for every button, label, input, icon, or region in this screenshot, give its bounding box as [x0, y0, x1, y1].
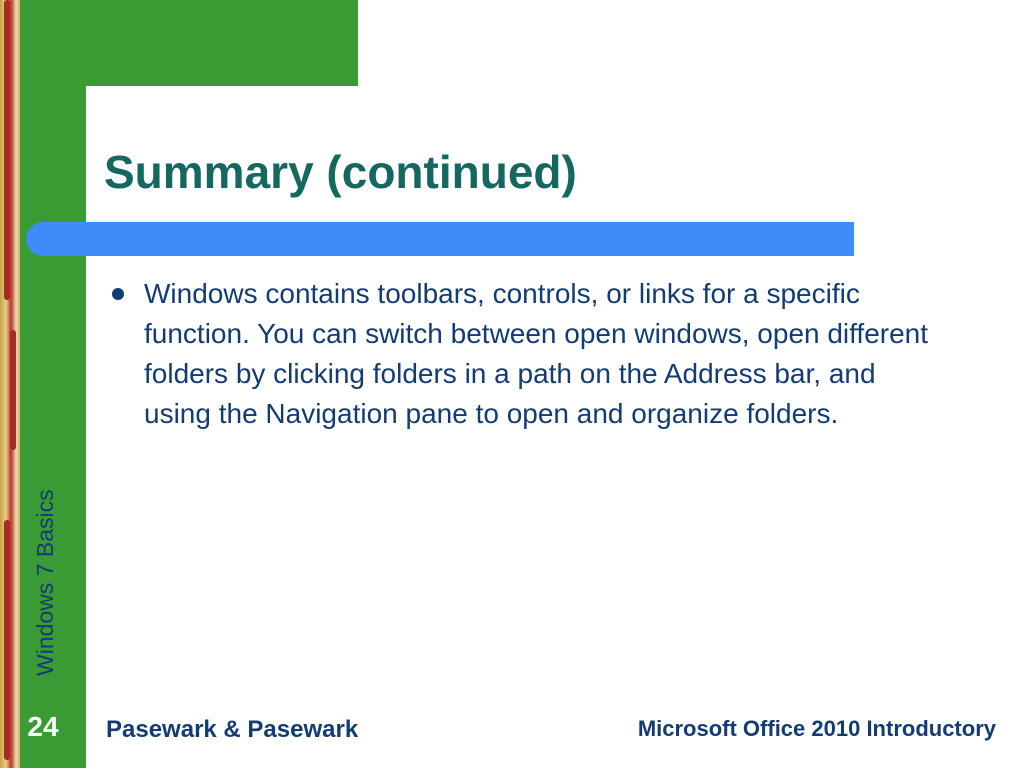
footer-author: Pasewark & Pasewark — [106, 716, 359, 743]
bullet-item — [104, 274, 934, 434]
footer-book-title: Microsoft Office 2010 Introductory — [637, 716, 996, 741]
slide-title: Summary (continued) — [104, 146, 577, 198]
page-number: 24 — [27, 711, 59, 742]
bullet-text: Windows contains toolbars, controls, or links for a specific function. You can switch between open windows, open different folders by clicking folders in a path on the Address bar, and using the Navigation pane to open and organize folders. — [144, 278, 929, 429]
tulip-decoration-image — [0, 0, 20, 768]
content-panel-corner — [86, 86, 146, 146]
side-label: Windows 7 Basics — [32, 489, 58, 676]
bullet-dot-icon — [112, 288, 124, 300]
title-underline-bar — [26, 222, 854, 256]
bullet-list — [104, 274, 934, 434]
top-green-block — [86, 0, 358, 86]
